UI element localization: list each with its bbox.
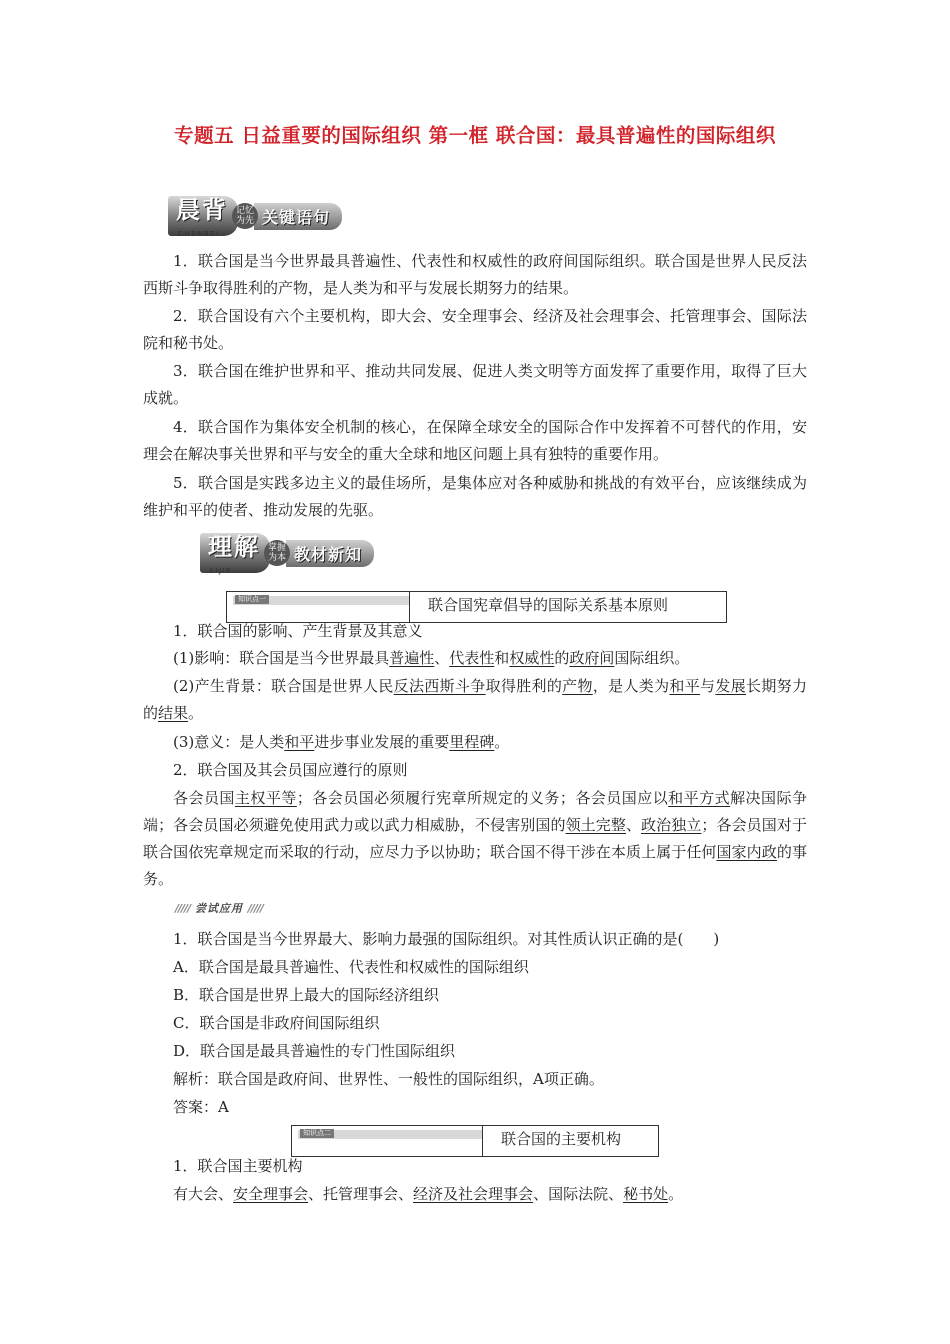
page-title: 专题五 日益重要的国际组织 第一框 联合国：最具普遍性的国际组织	[174, 124, 776, 147]
banner-tail: 关键语句	[254, 203, 342, 230]
banner-chenbei	[168, 196, 342, 236]
banner-tail: 教材新知	[286, 540, 374, 567]
option-b: B．联合国是世界上最大的国际经济组织	[173, 986, 440, 1004]
question-stem: 1．联合国是当今世界最大、影响力最强的国际组织。对其性质认识正确的是( )	[173, 930, 720, 948]
option-d: D．联合国是最具普遍性的专门性国际组织	[173, 1042, 456, 1060]
knowledge-tag: 知识点一	[233, 596, 409, 605]
banner-circle: 掌握为本	[264, 540, 290, 566]
banner-main: 晨背 CHENBEI	[168, 196, 238, 236]
k2-heading: 2．联合国及其会员国应遵行的原则	[173, 761, 408, 779]
knowledge-label: 联合国宪章倡导的国际关系基本原则	[409, 592, 726, 622]
banner-lijie	[200, 533, 374, 573]
option-a: A．联合国是最具普遍性、代表性和权威性的国际组织	[173, 958, 529, 976]
knowledge-label: 联合国的主要机构	[482, 1126, 658, 1156]
key-point-5: 5．联合国是实践多边主义的最佳场所，是集体应对各种威胁和挑战的有效平台，应该继续成为维护和平的使者、推动发展的先驱。	[143, 474, 807, 519]
k2-text: 各会员国主权平等；各会员国必须履行宪章所规定的义务；各会员国应以和平方式解决国际争端；各会员国必须避免使用武力或以武力相威胁，不侵害别国的领土完整、政治独立；各会员国对于联合国依宪章规定而采取的行动，应尽力予以协助；联合国不得干涉在本质上属于任何国家内政的事务。	[143, 789, 807, 888]
try-apply-label: ///// 尝试应用 /////	[175, 902, 263, 915]
question-answer: 答案：A	[173, 1098, 229, 1116]
banner-circle: 记忆为先	[232, 203, 258, 229]
option-c: C．联合国是非政府间国际组织	[173, 1014, 380, 1032]
k1-impact: (1)影响：联合国是当今世界最具普遍性、代表性和权威性的政府间国际组织。	[173, 649, 690, 667]
key-point-4: 4．联合国作为集体安全机制的核心，在保障全球安全的国际合作中发挥着不可替代的作用，安理会在解决事关世界和平与安全的重大全球和地区问题上具有独特的重要作用。	[143, 418, 807, 463]
k1-meaning: (3)意义：是人类和平进步事业发展的重要里程碑。	[173, 733, 510, 751]
key-point-2: 2．联合国设有六个主要机构，即大会、安全理事会、经济及社会理事会、托管理事会、国际法院和秘书处。	[143, 307, 807, 352]
k3-heading: 1．联合国主要机构	[173, 1157, 303, 1175]
key-point-1: 1．联合国是当今世界最具普遍性、代表性和权威性的政府间国际组织。联合国是世界人民反法西斯斗争取得胜利的产物，是人类为和平与发展长期努力的结果。	[143, 252, 807, 297]
k1-heading: 1．联合国的影响、产生背景及其意义	[173, 622, 423, 640]
key-point-3: 3．联合国在维护世界和平、推动共同发展、促进人类文明等方面发挥了重要作用，取得了巨大成就。	[143, 362, 807, 407]
k1-background: (2)产生背景：联合国是世界人民反法西斯斗争取得胜利的产物，是人类为和平与发展长期努力的结果。	[143, 677, 807, 722]
question-analysis: 解析：联合国是政府间、世界性、一般性的国际组织，A项正确。	[173, 1070, 604, 1088]
k3-text: 有大会、安全理事会、托管理事会、经济及社会理事会、国际法院、秘书处。	[173, 1185, 684, 1203]
knowledge-tag: 知识点二	[298, 1130, 482, 1139]
banner-main: 理解 LIJIE	[200, 533, 270, 573]
